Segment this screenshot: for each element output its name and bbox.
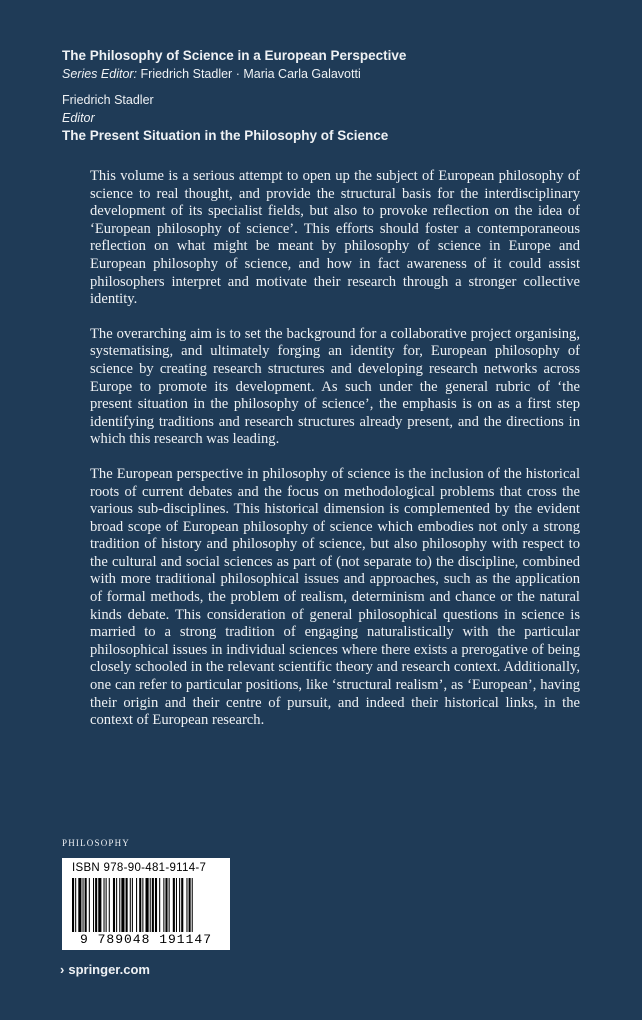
barcode-bar: [130, 878, 131, 938]
barcode-bar: [93, 878, 94, 938]
barcode-bar: [109, 878, 110, 938]
barcode-icon: [66, 878, 226, 938]
barcode-bar: [85, 878, 87, 938]
editor-block: [62, 91, 582, 145]
barcode-bar: [155, 878, 157, 938]
series-title: The Philosophy of Science in a European Perspective: [62, 48, 407, 63]
barcode-bar: [159, 878, 160, 938]
blurb-paragraph-1: This volume is a serious attempt to open up the subject of European philosophy of science to real thought, and provide the structural basis for the interdisciplinary development of its specialist fields, but also to provoke reflection on the idea of ‘European philosophy of science’. This efforts should foster a contemporaneous reflection on what might be meant by philosophy of science in Europe and European philosophy of science, and how in fact awareness of it could assist philosophers interpret and motivate their research through a stronger collective identity.: [90, 168, 580, 308]
barcode-bar: [150, 878, 151, 938]
barcode-bar: [173, 878, 175, 938]
barcode-bar: [146, 878, 149, 938]
editor-name: Friedrich Stadler: [62, 93, 154, 107]
barcode-bar: [139, 878, 141, 938]
barcode-panel: [62, 858, 230, 950]
blurb-text: [90, 168, 580, 747]
publisher-url: springer.com: [68, 962, 150, 977]
barcode-bar: [104, 878, 105, 938]
barcode-bar: [136, 878, 137, 938]
barcode-bar: [116, 878, 117, 938]
barcode-bar: [106, 878, 107, 938]
barcode-bar: [152, 878, 154, 938]
blurb-paragraph-3: The European perspective in philosophy of science is the inclusion of the historical roots of current debates and the focus on methodological problems that cross the various sub-disciplines. This historical dimension is complemented by the evident broad scope of European philosophy of science which embodies not only a strong tradition of history and philosophy of science, but also philosophy with respect to the cultural and social sciences as part of (not separate to) the discipline, combined with more traditional philosophical issues and approaches, such as the application of formal methods, the problem of realism, determinism and chance or the natural kinds debate. This consideration of general philosophical questions in science is married to a strong tradition of engaging naturalistically with the particular philosophical issues in individual sciences where there exists a prerogative of being closely schooled in the relevant scientific theory and research context. Additionally, one can refer to particular positions, like ‘structural realism’, as ‘European’, having their origin and their centre of pursuit, and indeed their historical links, in the context of European research.: [90, 465, 580, 729]
barcode-bar: [181, 878, 183, 938]
barcode-bar: [163, 878, 164, 938]
series-editor-line: [62, 65, 582, 83]
barcode-bar: [132, 878, 133, 938]
subject-label: PHILOSOPHY: [62, 838, 131, 848]
barcode-bar: [72, 878, 74, 938]
series-editor-label: Series Editor:: [62, 67, 138, 81]
barcode-bar: [126, 878, 128, 938]
barcode-bar: [75, 878, 76, 938]
barcode-bar: [95, 878, 97, 938]
barcode-bar: [98, 878, 101, 938]
barcode-bar: [83, 878, 84, 938]
chevron-right-icon: ›: [60, 962, 65, 977]
barcode-bar: [89, 878, 90, 938]
isbn-label: ISBN 978-90-481-9114-7: [72, 862, 207, 874]
barcode-bar: [78, 878, 81, 938]
series-editors: Friedrich Stadler · Maria Carla Galavotti: [140, 67, 361, 81]
barcode-bar: [113, 878, 115, 938]
barcode-bar: [119, 878, 120, 938]
volume-title: The Present Situation in the Philosophy of Science: [62, 128, 389, 143]
barcode-bar: [169, 878, 170, 938]
blurb-paragraph-2: The overarching aim is to set the background for a collaborative project organising, systematising, and ultimately forging an identity for, European philosophy of science by creating research structures and developing research networks across Europe to promote its development. As such under the general rubric of ‘the present situation in the philosophy of science’, the emphasis is on as a first step identifying traditions and research structures already present, and the directions in which this research was leading.: [90, 325, 580, 448]
barcode-bar: [179, 878, 180, 938]
barcode-bar: [192, 878, 193, 938]
barcode-bar: [176, 878, 177, 938]
barcode-bar: [186, 878, 187, 938]
barcode-digits: 9 789048 191147: [62, 932, 230, 947]
barcode-bar: [142, 878, 143, 938]
barcode-bar: [165, 878, 167, 938]
series-header: [62, 47, 582, 145]
barcode-bar: [189, 878, 191, 938]
editor-role: Editor: [62, 111, 95, 125]
publisher-link[interactable]: [60, 962, 150, 977]
barcode-bar: [121, 878, 124, 938]
